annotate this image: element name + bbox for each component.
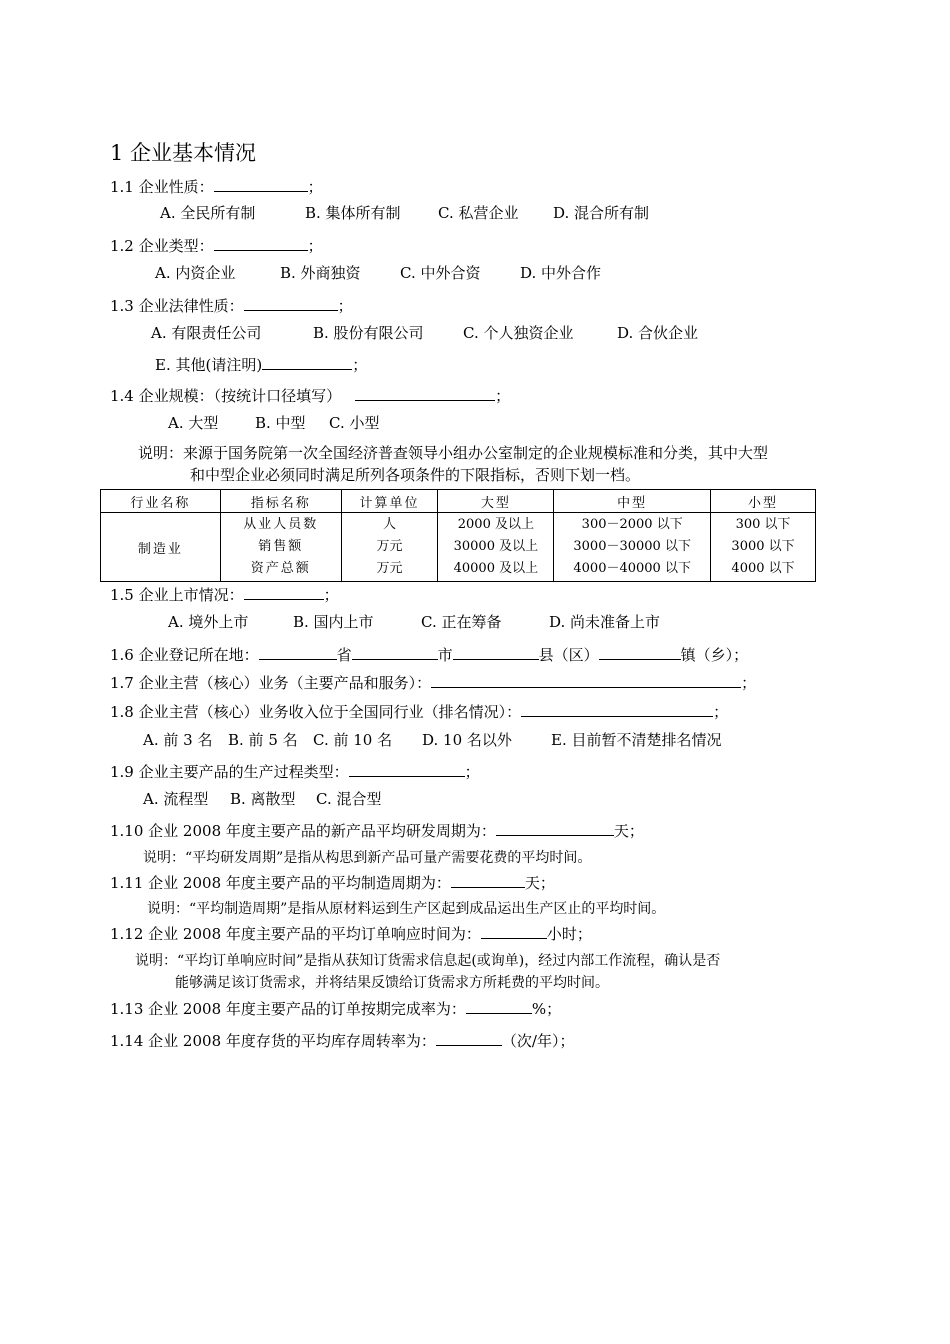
county-unit: 县（区） xyxy=(538,646,599,664)
option-a[interactable]: A. 流程型 xyxy=(143,790,209,808)
unit-days: 天； xyxy=(524,874,555,892)
question-1-10 xyxy=(110,820,644,841)
indicator-name: 从业人员数 xyxy=(243,517,319,532)
note-1-11: 说明：“平均制造周期”是指从原材料运到生产区起到成品运出生产区止的平均时间。 xyxy=(147,901,666,917)
question-label: 1.8 企业主营（核心）业务收入位于全国同行业（排名情况）： xyxy=(110,703,522,721)
question-1-14 xyxy=(110,1030,574,1051)
header-cell: 指标名称 xyxy=(220,490,341,513)
header-cell: 行业名称 xyxy=(101,490,221,513)
option-d[interactable]: D. 10 名以外 xyxy=(422,731,512,749)
section-title: 1 企业基本情况 xyxy=(110,141,257,165)
option-c[interactable]: C. 混合型 xyxy=(316,790,382,808)
header-cell: 小型 xyxy=(711,490,816,513)
answer-blank[interactable] xyxy=(244,584,324,600)
question-label: 1.10 企业 2008 年度主要产品的新产品平均研发周期为： xyxy=(110,822,496,840)
header-cell: 计算单位 xyxy=(341,490,438,513)
question-label: 1.5 企业上市情况： xyxy=(110,586,244,604)
option-c[interactable]: C. 中外合资 xyxy=(400,264,481,282)
option-b[interactable]: B. 前 5 名 xyxy=(228,731,298,749)
punctuation: ； xyxy=(337,297,353,315)
option-e[interactable]: E. 其他(请注明) xyxy=(155,356,263,374)
punctuation: ； xyxy=(495,387,511,405)
medium-value: 300－2000 以下 xyxy=(581,517,683,532)
town-unit: 镇（乡）； xyxy=(680,646,749,664)
indicator-cell xyxy=(220,513,341,582)
option-e-other xyxy=(155,354,367,375)
unit-percent: %； xyxy=(531,1000,562,1018)
table-row xyxy=(101,513,816,582)
large-cell xyxy=(438,513,554,582)
city-unit: 市 xyxy=(437,646,453,664)
option-b[interactable]: B. 中型 xyxy=(255,414,306,432)
option-c[interactable]: C. 个人独资企业 xyxy=(463,324,574,342)
punctuation: ； xyxy=(307,237,323,255)
question-label: 1.2 企业类型： xyxy=(110,237,214,255)
province-unit: 省 xyxy=(336,646,352,664)
option-c[interactable]: C. 前 10 名 xyxy=(313,731,393,749)
answer-blank[interactable] xyxy=(521,701,713,717)
medium-value: 3000－30000 以下 xyxy=(573,539,691,554)
question-1-8 xyxy=(110,701,728,722)
note-1-4-line1: 说明：来源于国务院第一次全国经济普查领导小组办公室制定的企业规模标准和分类，其中大型 xyxy=(138,444,769,462)
question-label: 1.14 企业 2008 年度存货的平均库存周转率为： xyxy=(110,1032,436,1050)
small-value: 300 以下 xyxy=(735,517,791,532)
medium-value: 4000－40000 以下 xyxy=(573,561,691,576)
question-1-11 xyxy=(110,872,555,893)
punctuation: ； xyxy=(352,356,368,374)
large-value: 2000 及以上 xyxy=(457,517,534,532)
option-d[interactable]: D. 合伙企业 xyxy=(617,324,699,342)
option-a[interactable]: A. 大型 xyxy=(168,414,219,432)
option-b[interactable]: B. 股份有限公司 xyxy=(313,324,424,342)
unit-value: 人 xyxy=(383,517,397,532)
answer-blank[interactable] xyxy=(355,385,495,401)
header-cell: 大型 xyxy=(438,490,554,513)
option-a[interactable]: A. 境外上市 xyxy=(168,613,249,631)
question-1-6 xyxy=(110,644,748,665)
question-label: 1.11 企业 2008 年度主要产品的平均制造周期为： xyxy=(110,874,451,892)
punctuation: ； xyxy=(741,674,757,692)
answer-blank[interactable] xyxy=(436,1030,502,1046)
unit-cell xyxy=(341,513,438,582)
note-1-10: 说明：“平均研发周期”是指从构思到新产品可量产需要花费的平均时间。 xyxy=(143,850,592,866)
option-b[interactable]: B. 外商独资 xyxy=(280,264,361,282)
small-value: 4000 以下 xyxy=(731,561,795,576)
industry-cell: 制造业 xyxy=(101,513,221,582)
answer-blank[interactable] xyxy=(214,235,308,251)
indicator-name: 销售额 xyxy=(258,539,304,554)
question-label: 1.7 企业主营（核心）业务（主要产品和服务）： xyxy=(110,674,432,692)
answer-blank[interactable] xyxy=(451,872,525,888)
option-d[interactable]: D. 混合所有制 xyxy=(553,204,650,222)
unit-value: 万元 xyxy=(376,561,403,576)
note-1-4-line2: 和中型企业必须同时满足所列各项条件的下限指标，否则下划一档。 xyxy=(190,466,641,484)
option-c[interactable]: C. 私营企业 xyxy=(438,204,519,222)
question-label: 1.13 企业 2008 年度主要产品的订单按期完成率为： xyxy=(110,1000,466,1018)
note-1-12-line1: 说明：“平均订单响应时间”是指从获知订货需求信息起(或询单)，经过内部工作流程，确认是否 xyxy=(135,953,721,969)
option-e[interactable]: E. 目前暂不清楚排名情况 xyxy=(551,731,722,749)
option-b[interactable]: B. 国内上市 xyxy=(293,613,374,631)
punctuation: ； xyxy=(464,763,480,781)
question-1-7 xyxy=(110,672,756,693)
option-d[interactable]: D. 尚未准备上市 xyxy=(549,613,661,631)
option-b[interactable]: B. 离散型 xyxy=(230,790,296,808)
punctuation: ； xyxy=(713,703,729,721)
option-c[interactable]: C. 小型 xyxy=(329,414,380,432)
other-blank[interactable] xyxy=(262,354,352,370)
question-label: 1.3 企业法律性质： xyxy=(110,297,244,315)
punctuation: ； xyxy=(323,586,339,604)
unit-hours: 小时； xyxy=(546,925,592,943)
question-1-2 xyxy=(110,235,323,256)
unit-days: 天； xyxy=(613,822,644,840)
option-a[interactable]: A. 前 3 名 xyxy=(143,731,213,749)
town-blank[interactable] xyxy=(599,644,681,660)
county-blank[interactable] xyxy=(453,644,539,660)
unit-turnover: （次/年）； xyxy=(501,1032,575,1050)
large-value: 40000 及以上 xyxy=(453,561,539,576)
note-1-12-line2: 能够满足该订货需求，并将结果反馈给订货需求方所耗费的平均时间。 xyxy=(175,975,609,991)
question-label: 1.4 企业规模：（按统计口径填写） xyxy=(110,387,342,405)
answer-blank[interactable] xyxy=(244,295,338,311)
question-label: 1.1 企业性质： xyxy=(110,178,214,196)
answer-blank[interactable] xyxy=(481,923,547,939)
answer-blank[interactable] xyxy=(496,820,614,836)
city-blank[interactable] xyxy=(352,644,438,660)
large-value: 30000 及以上 xyxy=(453,539,539,554)
answer-blank[interactable] xyxy=(466,998,532,1014)
question-label: 1.12 企业 2008 年度主要产品的平均订单响应时间为： xyxy=(110,925,481,943)
answer-blank[interactable] xyxy=(214,176,308,192)
option-c[interactable]: C. 正在筹备 xyxy=(421,613,502,631)
question-1-1 xyxy=(110,176,323,197)
option-a[interactable]: A. 全民所有制 xyxy=(160,204,256,222)
table-header-row xyxy=(101,490,816,513)
option-a[interactable]: A. 内资企业 xyxy=(155,264,236,282)
question-1-12 xyxy=(110,923,592,944)
option-b[interactable]: B. 集体所有制 xyxy=(305,204,401,222)
question-label: 1.9 企业主要产品的生产过程类型： xyxy=(110,763,349,781)
question-1-3 xyxy=(110,295,353,316)
small-value: 3000 以下 xyxy=(731,539,795,554)
option-a[interactable]: A. 有限责任公司 xyxy=(151,324,262,342)
header-cell: 中型 xyxy=(554,490,711,513)
medium-cell xyxy=(554,513,711,582)
enterprise-scale-table xyxy=(100,489,816,582)
small-cell xyxy=(711,513,816,582)
punctuation: ； xyxy=(307,178,323,196)
question-1-5 xyxy=(110,584,339,605)
unit-value: 万元 xyxy=(376,539,403,554)
answer-blank[interactable] xyxy=(431,672,741,688)
question-1-9 xyxy=(110,761,480,782)
option-d[interactable]: D. 中外合作 xyxy=(520,264,602,282)
question-1-4 xyxy=(110,385,510,406)
province-blank[interactable] xyxy=(259,644,337,660)
question-label: 1.6 企业登记所在地： xyxy=(110,646,259,664)
indicator-name: 资产总额 xyxy=(250,561,311,576)
question-1-13 xyxy=(110,998,561,1019)
answer-blank[interactable] xyxy=(349,761,465,777)
